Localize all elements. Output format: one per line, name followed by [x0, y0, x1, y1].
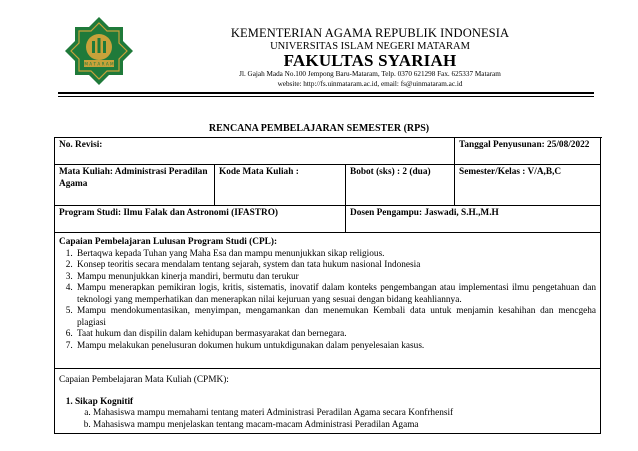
cpmk-title: Capaian Pembelajaran Mata Kuliah (CPMK): — [59, 375, 229, 385]
cpl-item: 7. Mampu melakukan penelusuran dokumen hukum untukdigunakan dalam penyelesaian kasus. — [75, 341, 596, 353]
faculty-name: FAKULTAS SYARIAH — [283, 51, 457, 70]
university-logo — [62, 14, 136, 88]
lecturer: Dosen Pengampu: Jaswadi, S.H.,M.H — [346, 206, 601, 233]
cpmk-list — [59, 397, 596, 432]
header-divider-thick — [58, 92, 594, 94]
rps-table — [54, 137, 601, 434]
faculty-address: Jl. Gajah Mada No.100 Jempong Baru-Mataram, Telp. 0370 621298 Fax. 625337 Mataram — [239, 70, 501, 78]
cpl-title: Capaian Pembelajaran Lulusan Program Studi (CPL): — [59, 237, 278, 247]
study-program: Program Studi: Ilmu Falak dan Astronomi (IFASTRO) — [55, 206, 346, 233]
cpl-item: 3. Mampu menunjukkan kinerja mandiri, bermutu dan terukur — [75, 272, 596, 284]
cpl-item: 6. Taat hukum dan dispilin dalam kehidupan bermasyarakat dan bernegara. — [75, 329, 596, 341]
cpl-item: 1. Bertaqwa kepada Tuhan yang Maha Esa dan mampu menunjukkan sikap religious. — [75, 249, 596, 261]
course-name: Mata Kuliah: Administrasi Peradilan Agama — [55, 165, 215, 206]
semester-class: Semester/Kelas : V/A,B,C — [455, 165, 601, 206]
university-name: UNIVERSITAS ISLAM NEGERI MATARAM — [270, 41, 470, 52]
header-divider-thin — [58, 96, 594, 97]
cpl-item: 4. Mampu menerapkan pemikiran logis, kritis, sistematis, inovatif dalam konteks pengembangan atau implementasi ilmu pengetahuan dan teknologi yang memperhatikan dan menerapkan nilai kejuruan yang sesuai dengan bidang keahliannya. — [75, 283, 596, 306]
document-title: RENCANA PEMBELAJARAN SEMESTER (RPS) — [208, 123, 430, 134]
cpmk-heading: Sikap Kognitif — [75, 396, 134, 407]
revision-number: No. Revisi: — [55, 138, 455, 165]
cpl-cell — [55, 233, 601, 369]
logo-lettering: M A T A R A M — [84, 61, 114, 67]
cpmk-cell — [55, 369, 601, 434]
credit-weight: Bobot (sks) : 2 (dua) — [346, 165, 455, 206]
cpmk-sublist — [75, 408, 596, 431]
cpl-item: 5. Mampu mendokumentasikan, menyimpan, mengamankan dan menemukan Kembali data untuk menjamin kesahihan dan mencgeha plagiasi — [75, 306, 596, 329]
course-code: Kode Mata Kuliah : — [215, 165, 346, 206]
ministry-name: KEMENTERIAN AGAMA REPUBLIK INDONESIA — [230, 26, 510, 40]
cpl-list — [59, 249, 596, 353]
cpmk-item: b. Mahasiswa mampu menjelaskan tentang macam-macam Administrasi Peradilan Agama — [93, 420, 596, 432]
cpmk-item: a. Mahasiswa mampu memahami tentang materi Administrasi Peradilan Agama secara Konfrhensif — [93, 408, 596, 420]
cpl-item: 2. Konsep teoritis secara mendalam tentang sejarah, system dan tata hukum nasional Indonesia — [75, 260, 596, 272]
compile-date: Tanggal Penyusunan: 25/08/2022 — [455, 138, 601, 165]
faculty-website: website: http://fs.uinmataram.ac.id, email: fs@uinmataram.ac.id — [277, 80, 463, 88]
